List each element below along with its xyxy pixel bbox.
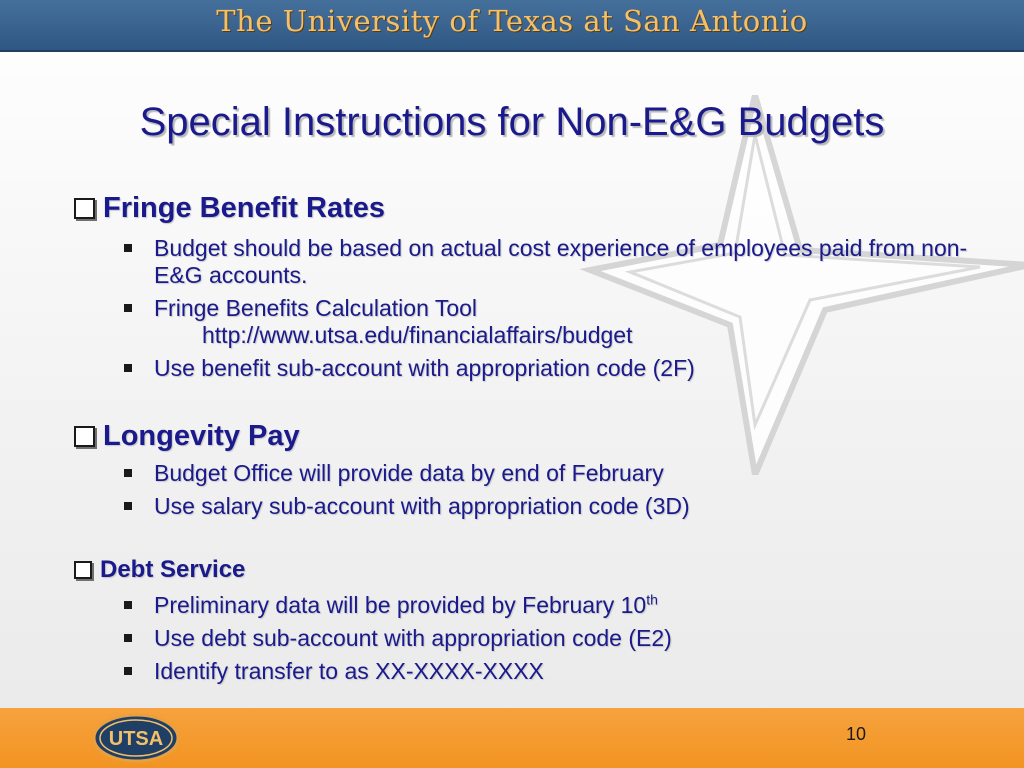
ordinal-superscript: th [646,591,658,608]
utsa-logo [92,713,180,763]
square-bullet-icon [124,364,132,372]
section-heading-fringe [74,192,385,225]
square-bullet-icon [124,304,132,312]
section-heading-debt [74,556,245,584]
section-heading-longevity [74,420,300,453]
square-bullet-icon [124,244,132,252]
square-bullet-icon [124,601,132,609]
list-item: Use debt sub-account with appropriation code (E2) [124,625,984,652]
section-heading-text: Longevity Pay [103,420,300,452]
checkbox-bullet-icon [74,426,95,447]
list-item: Fringe Benefits Calculation Tool http://www.utsa.edu/financialaffairs/budget [124,295,984,349]
list-item: Budget Office will provide data by end of February [124,460,984,487]
square-bullet-icon [124,469,132,477]
list-item: Preliminary data will be provided by February 10th [124,592,984,619]
list-item: Use benefit sub-account with appropriation code (2F) [124,355,984,382]
square-bullet-icon [124,502,132,510]
longevity-bullet-list [124,460,984,526]
section-heading-text: Fringe Benefit Rates [103,192,385,224]
slide-title: Special Instructions for Non-E&G Budgets [139,100,885,144]
header-title: The University of Texas at San Antonio [216,4,808,38]
logo-text: UTSA [108,728,164,750]
square-bullet-icon [124,667,132,675]
section-heading-text: Debt Service [100,556,246,583]
debt-bullet-list [124,592,984,691]
checkbox-bullet-icon [74,198,95,219]
fringe-bullet-list [124,235,984,388]
list-item: Use salary sub-account with appropriation code (3D) [124,493,984,520]
header-bar [0,0,1024,52]
list-item: Budget should be based on actual cost experience of employees paid from non-E&G accounts. [124,235,984,289]
list-item: Identify transfer to as XX-XXXX-XXXX [124,658,984,685]
page-number: 10 [846,724,867,744]
square-bullet-icon [124,634,132,642]
budget-tool-link[interactable]: http://www.utsa.edu/financialaffairs/budget [202,322,633,348]
checkbox-bullet-icon [74,561,92,579]
